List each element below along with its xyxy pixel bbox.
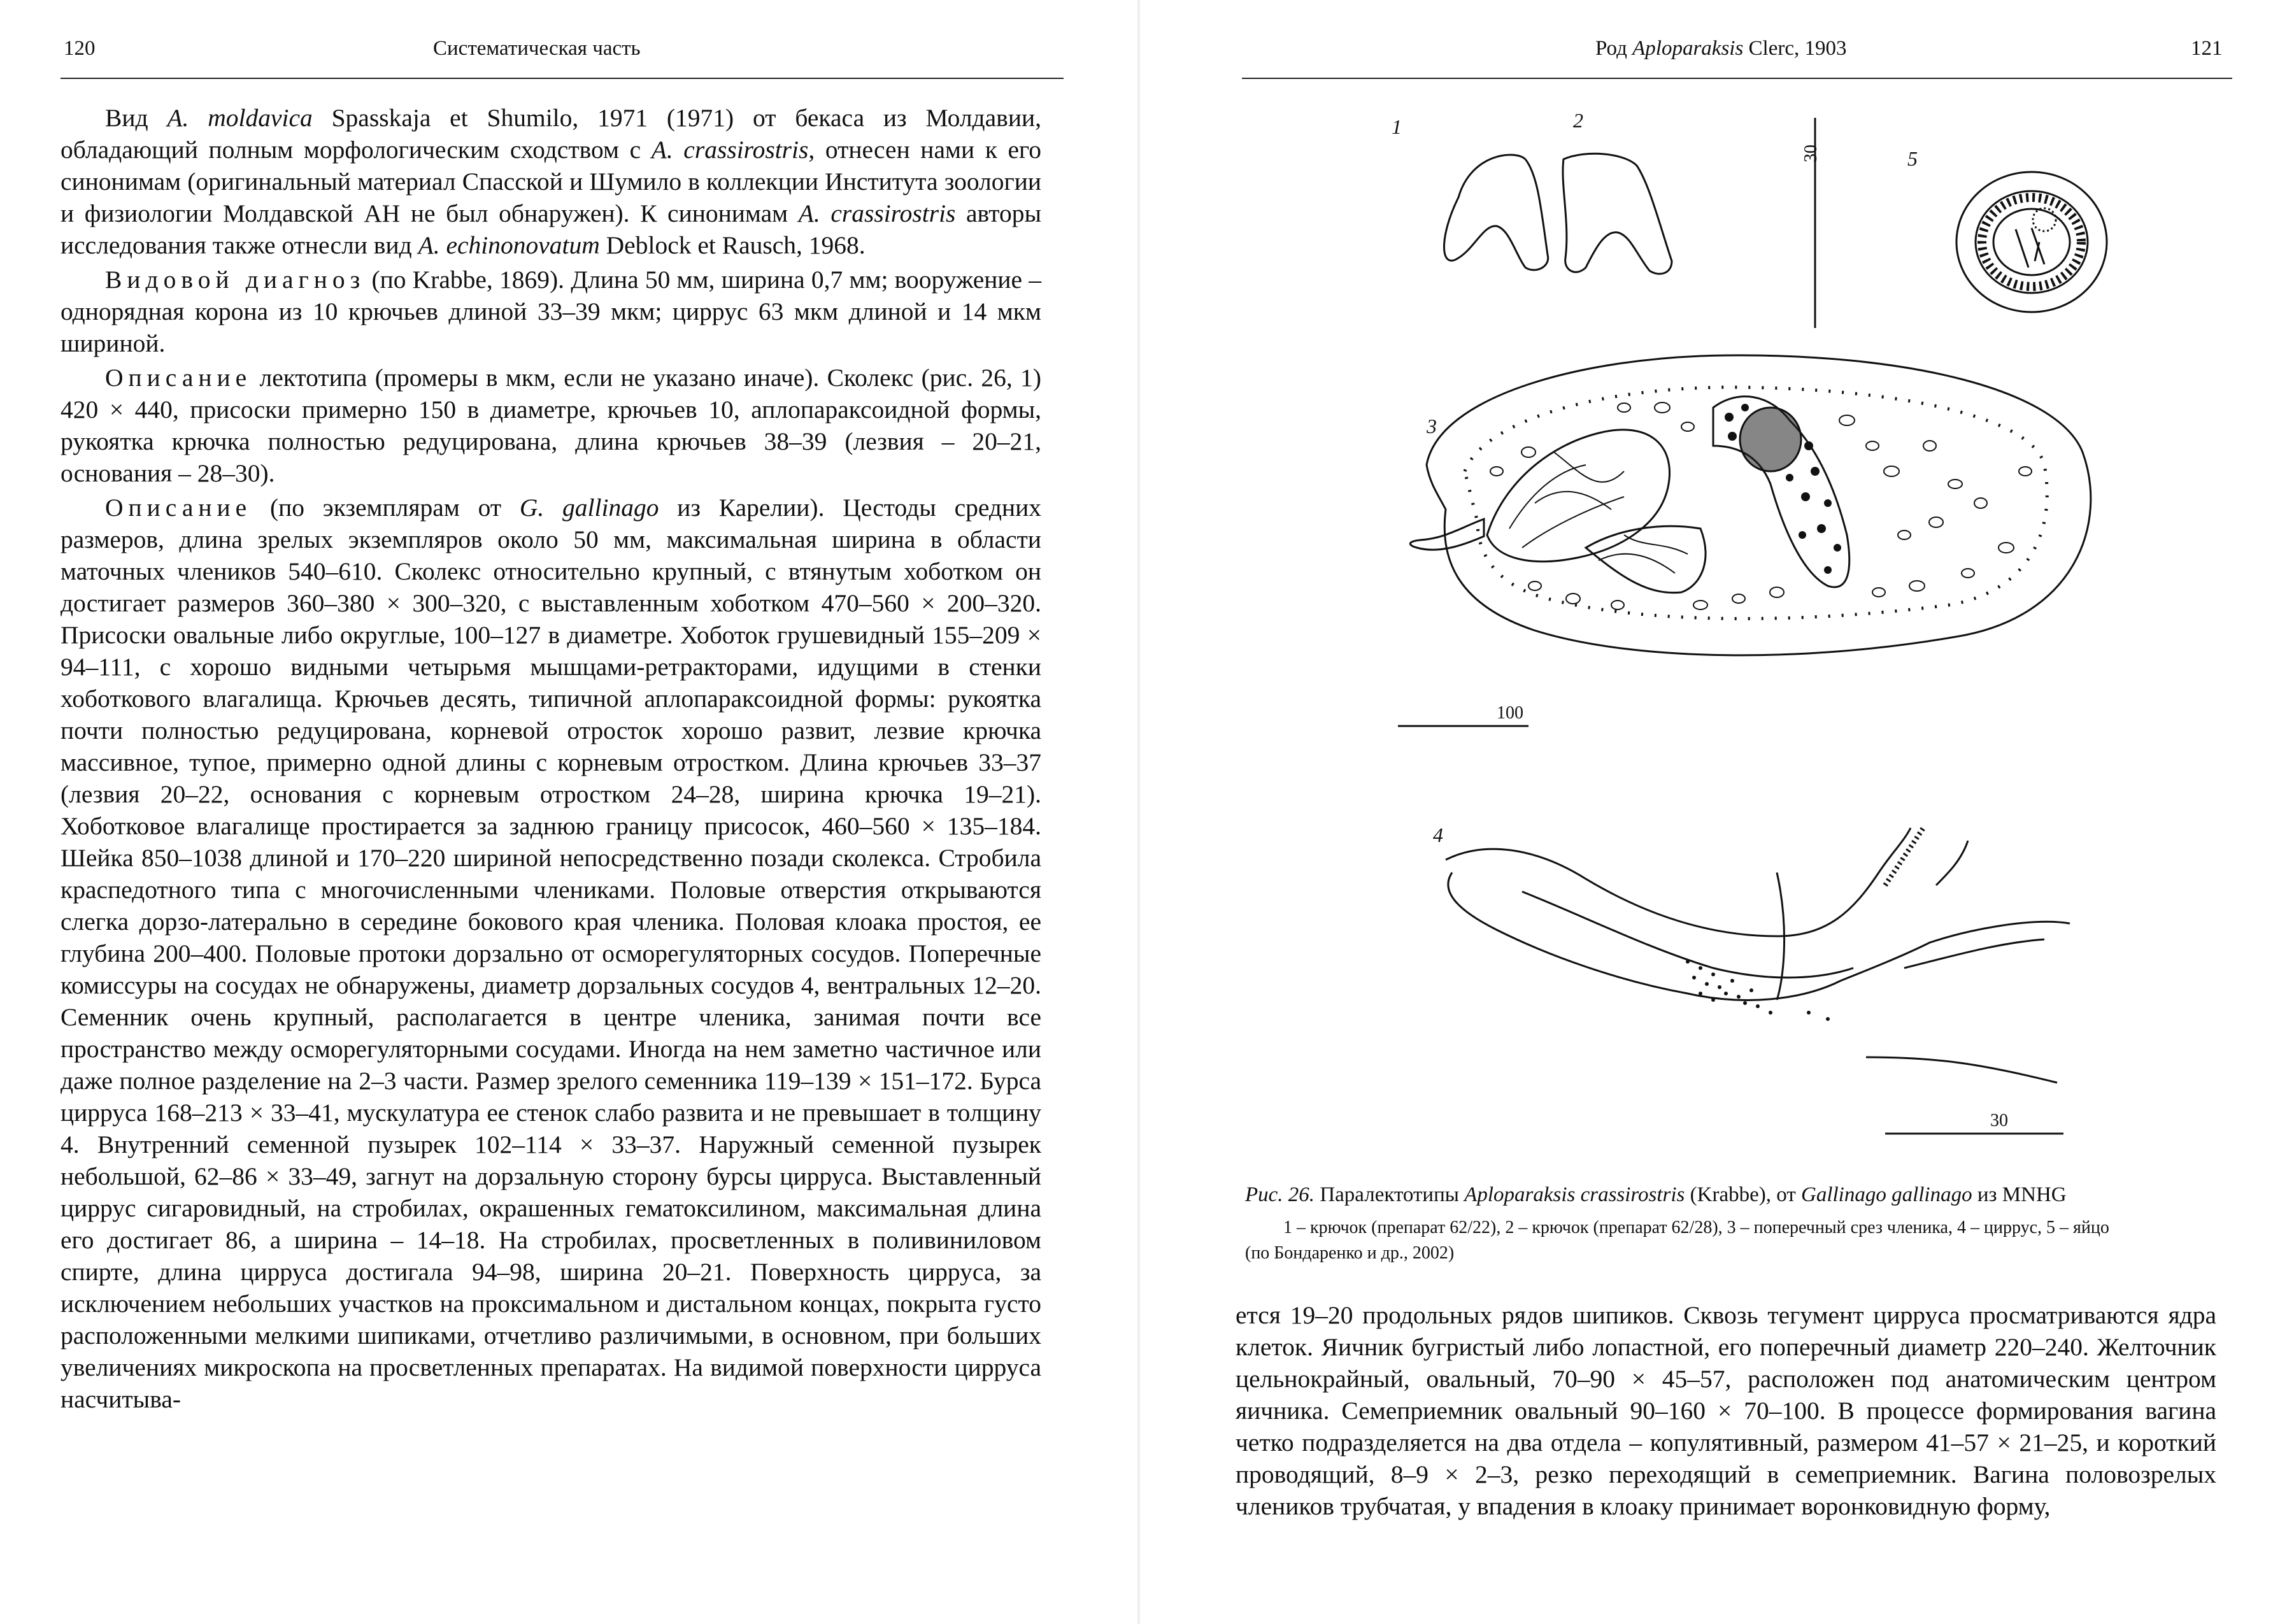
left-body-text (61, 102, 1041, 1415)
egg-drawing (1956, 172, 2107, 312)
right-running-head: Род Aploparaksis Clerc, 1903 (1595, 37, 1847, 60)
paragraph-continuation: ется 19–20 продольных рядов шипиков. Сквозь тегумент цирруса просматриваются ядра клеток. Яичник бугристый либо лопастной, его поперечный диаметр 220–240. Желточник цельнокрайный, овальный, 70–90 × 45–57, расположен под анатомическим центром яичника. Семеприемник овальный 90–160 × 70–100. В процессе формирования вагина четко подразделяется на два отдела – копулятивный, размером 41–57 × 21–25, и короткий проводящий, 8–9 × 2–3, резко переходящий в семеприемник. Вагина половозрелых члеников трубчатая, у впадения в клоаку принимает воронковидную форму, (1236, 1301, 2216, 1520)
description-heading-2: Описание (105, 494, 252, 522)
figure-number: Рис. 26. (1245, 1183, 1315, 1206)
hook-1-drawing (1444, 155, 1548, 270)
panel-label-4: 4 (1433, 823, 1443, 846)
paragraph-lectotype: Описание лектотипа (промеры в мкм, если не указано иначе). Сколекс (рис. 26, 1) 420 × 440, присоски примерно 150 в диаметре, крючьев 10, аплопараксоидной формы, рукоятка крючка полностью редуцирована, длина крючьев 38–39 (лезвия – 20–21, основания – 28–30). (61, 364, 1041, 487)
diagnosis-heading: Видовой диагноз (105, 266, 366, 294)
paragraph-description: Описание (по экземплярам от G. gallinago из Карелии). Цестоды средних размеров, длина зрелых экземпляров около 50 мм, максимальная ширина в области маточных члеников 540–610. Сколекс относительно крупный, с втянутым хоботком он достигает размеров 360–380 × 300–320, с выставленным хоботком 470–560 × 200–320. Присоски овальные либо округлые, 100–127 в диаметре. Хоботок грушевидный 155–209 × 94–111, с хорошо видными четырьмя мышцами-ретракторами, идущими в стенки хоботкового влагалища. Крючьев десять, типичной аплопараксоидной формы: рукоятка почти полностью редуцирована, корневой отросток хорошо развит, лезвие крючка массивное, тупое, примерно одной длины с корневым отростком. Длина крючьев 33–37 (лезвия 20–22, основания с корневым отростком 24–28, ширина крючка 19–21). Хоботковое влагалище простирается за заднюю границу присосок, 460–560 × 135–184. Шейка 850–1038 длиной и 170–220 шириной непосредственно позади сколекса. Стробила краспедотного типа с многочисленными члениками. Половые отверстия открываются слегка дорзо-латерально в середине бокового края членика. Половая клоака простоя, ее глубина 200–400. Половые протоки дорзально от осморегуляторных сосудов. Поперечные комиссуры на сосудах не обнаружены, диаметр дорзальных сосудов 4, вентральных 12–20. Семенник очень крупный, располагается в центре членика, занимая почти все пространство между осморегуляторными сосудами. Иногда на нем заметно частичное или даже полное разделение на 2–3 части. Размер зрелого семенника 119–139 × 151–172. Бурса цирруса 168–213 × 33–41, мускулатура ее стенок слабо развита и не превышает в толщину 4. Внутренний семенной пузырек 102–114 × 33–37. Наружный семенной пузырек небольшой, 62–86 × 33–49, загнут на дорзальную сторону бурсы цирруса. Выставленный циррус сигаровидный, на стробилах, окрашенных гематоксилином, максимальная длина его достигает 86, а ширина – 14–18. На стробилах, просветленных в поливиниловом спирте, длина цирруса достигала 94–98, ширина 20–21. Поверхность цирруса, за исключением небольших участков на проксимальном и дистальном концах, покрыта густо расположенными мелкими шипиками, отчетливо различимыми, в основном, при больших увеличениях микроскопа на просветленных препаратах. На видимой поверхности цирруса насчитыва- (61, 494, 1041, 1413)
paragraph-diagnosis: Видовой диагноз (по Krabbe, 1869). Длина 50 мм, ширина 0,7 мм; вооружение – однорядная корона из 10 крючьев длиной 33–39 мкм; циррус 63 мкм длиной и 14 мкм шириной. (61, 266, 1041, 357)
figure-caption: Рис. 26. Паралектотипы Aploparaksis crassirostris (Krabbe), от Gallinago gallinago из MNHG (1245, 1183, 2067, 1206)
left-running-head: Систематическая часть (433, 37, 641, 60)
left-header-rule (61, 78, 1064, 79)
paragraph-synonymy: Вид A. moldavica Spasskaja et Shumilo, 1971 (1971) от бекаса из Молдавии, обладающий полным морфологическим сходством с A. crassirostris, отнесен нами к его синонимам (оригинальный материал Спасской и Шумило в коллекции Института зоологии и физиологии Молдавской АН не был обнаружен). К синонимам A. crassirostris авторы исследования также отнесли вид A. echinonovatum Deblock et Rausch, 1968. (61, 104, 1042, 259)
right-page (1140, 0, 2280, 1624)
scale-label-section: 100 (1497, 703, 1523, 723)
left-page-number: 120 (64, 37, 96, 60)
right-header-rule (1242, 78, 2232, 79)
right-body-text (1236, 1299, 2216, 1522)
cirrus-drawing (1446, 828, 2070, 1083)
figure-legend: 1 – крючок (препарат 62/22), 2 – крючок (препарат 62/28), 3 – поперечный срез членика, 4 – циррус, 5 – яйцо (по Бондаренко и др., 2002) (1245, 1218, 2109, 1263)
description-heading: Описание (105, 364, 252, 392)
panel-label-5: 5 (1907, 147, 1918, 170)
proglottid-section-drawing (1410, 355, 2091, 655)
scale-label-cirrus: 30 (1990, 1111, 2008, 1130)
hook-2-drawing (1563, 153, 1672, 274)
panel-label-1: 1 (1392, 115, 1402, 138)
right-page-number: 121 (2191, 37, 2223, 60)
scale-label-hooks: 30 (1801, 145, 1821, 162)
panel-label-2: 2 (1573, 109, 1583, 132)
figure-26-drawing (1140, 89, 2280, 1197)
figure-26 (1140, 89, 2280, 1197)
panel-label-3: 3 (1427, 415, 1437, 438)
